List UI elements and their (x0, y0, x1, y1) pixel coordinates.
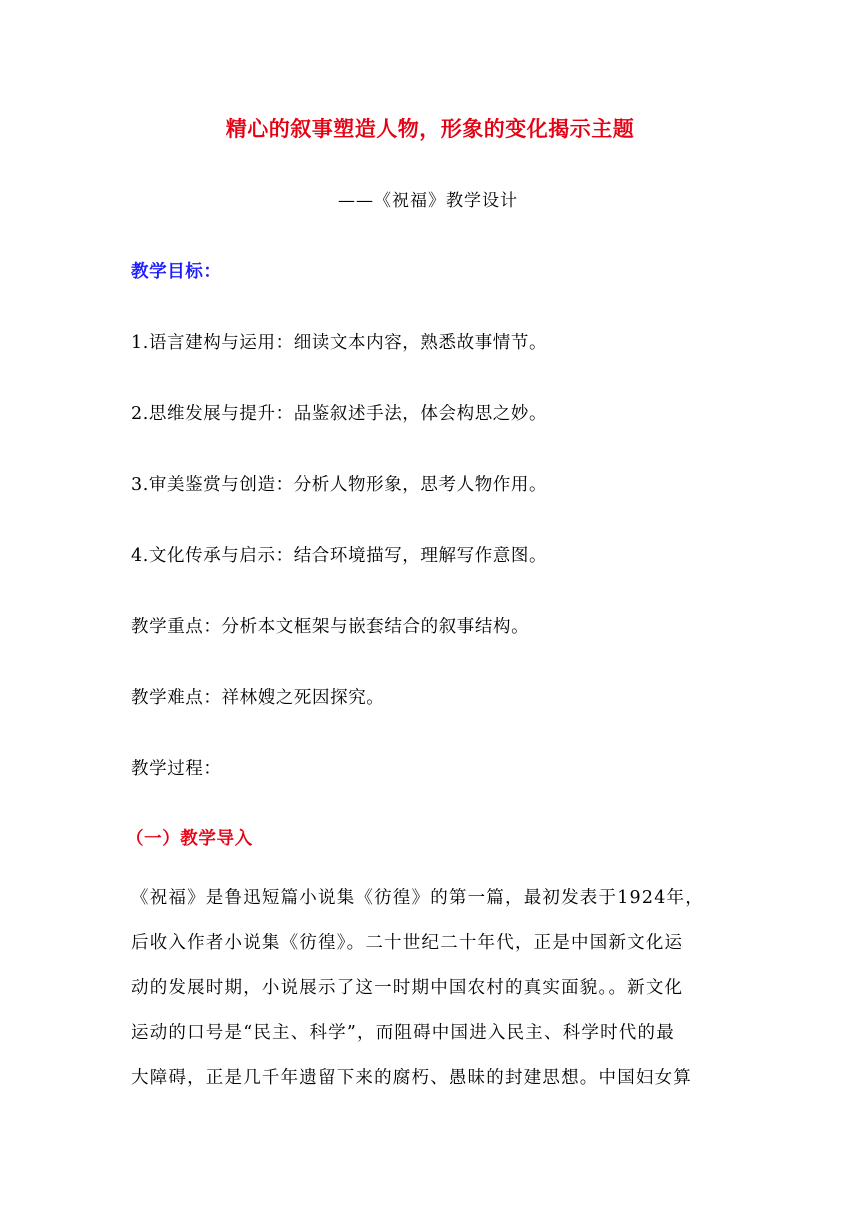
goal-item-1: 1.语言建构与运用：细读文本内容，熟悉故事情节。 (131, 333, 548, 353)
goal-item-4: 4.文化传承与启示：结合环境描写，理解写作意图。 (131, 546, 548, 566)
goal-item-3: 3.审美鉴赏与创造：分析人物形象，思考人物作用。 (131, 475, 548, 495)
paragraph-line: 《祝福》是鲁迅短篇小说集《彷徨》的第一篇，最初发表于1924年， (131, 888, 704, 908)
process-label: 教学过程： (131, 759, 222, 779)
paragraph-line: 动的发展时期，小说展示了这一时期中国农村的真实面貌。。新文化 (131, 978, 684, 998)
paragraph-line: 后收入作者小说集《彷徨》。二十世纪二十年代，正是中国新文化运 (131, 933, 684, 953)
paragraph-line: 大障碍，正是几千年遗留下来的腐朽、愚昧的封建思想。中国妇女算 (131, 1068, 692, 1088)
goals-heading: 教学目标： (131, 262, 222, 282)
intro-paragraph (131, 876, 735, 1101)
document-subtitle: ——《祝福》教学设计 (338, 191, 518, 211)
goal-item-2: 2.思维发展与提升：品鉴叙述手法，体会构思之妙。 (131, 404, 548, 424)
section-heading-intro: （一）教学导入 (126, 829, 253, 849)
paragraph-line: 运动的口号是“民主、科学”，而阻碍中国进入民主、科学时代的最 (131, 1023, 675, 1043)
difficulty-text: 教学难点：祥林嫂之死因探究。 (131, 688, 385, 708)
key-point-text: 教学重点：分析本文框架与嵌套结合的叙事结构。 (131, 617, 530, 637)
document-title: 精心的叙事塑造人物，形象的变化揭示主题 (225, 117, 635, 141)
